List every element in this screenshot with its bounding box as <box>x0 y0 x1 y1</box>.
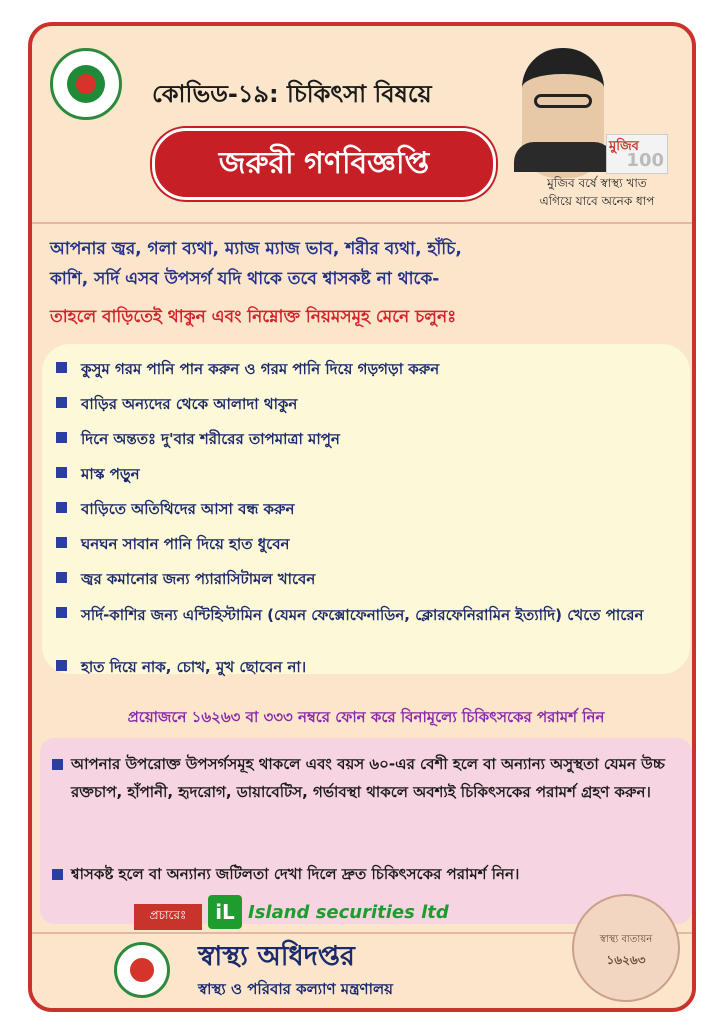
sponsor-name: Island securities ltd <box>248 901 449 923</box>
list-item: বাড়ির অন্যদের থেকে আলাদা থাকুন <box>56 393 297 418</box>
bullet-icon <box>56 397 67 408</box>
bullet-icon <box>56 502 67 513</box>
notice-kicker: কোভিড-১৯: চিকিৎসা বিষয়ে <box>152 80 432 108</box>
government-seal-logo <box>50 48 122 120</box>
bullet-icon <box>56 467 67 478</box>
bullet-icon <box>56 660 67 671</box>
dghs-seal-logo <box>114 942 170 998</box>
mujib-100-logo: মুজিব 100 <box>606 134 668 174</box>
sponsor-logo <box>208 892 449 932</box>
symptom-intro: আপনার জ্বর, গলা ব্যথা, ম্যাজ ম্যাজ ভাব, শরীর ব্যথা, হাঁচি, কাশি, সর্দি এসব উপসর্গ যদি থাকে তবে শ্বাসকষ্ট না থাকে- <box>50 239 462 289</box>
list-item: ঘনঘন সাবান পানি দিয়ে হাত ধুবেন <box>56 533 290 558</box>
bullet-icon <box>52 759 63 770</box>
hotline-callout: প্রয়োজনে ১৬২৬৩ বা ৩৩৩ নম্বরে ফোন করে বিনামূল্যে চিকিৎসকের পরামর্শ নিন <box>127 708 605 726</box>
bullet-icon <box>56 572 67 583</box>
bullet-icon <box>56 537 67 548</box>
list-item: কুসুম গরম পানি পান করুন ও গরম পানি দিয়ে গড়গড়া করুন <box>56 358 439 383</box>
rules-list <box>42 344 690 674</box>
bullet-icon <box>52 869 63 880</box>
list-item: শ্বাসকষ্ট হলে বা অন্যান্য জটিলতা দেখা দিলে দ্রুত চিকিৎসকের পরামর্শ নিন। <box>52 860 672 888</box>
bullet-icon <box>56 432 67 443</box>
list-item: বাড়িতে অতিথিদের আসা বন্ধ করুন <box>56 498 295 523</box>
divider <box>32 222 692 224</box>
list-item: আপনার উপরোক্ত উপসর্গসমূহ থাকলে এবং বয়স ৬০-এর বেশী হলে বা অন্যান্য অসুস্থতা যেমন উচ্চ রক্তচাপ, হাঁপানী, হৃদরোগ, ডায়াবেটিস, গর্ভাবস্থা থাকলে অবশ্যই চিকিৎসকের পরামর্শ গ্রহণ করুন। <box>52 750 672 806</box>
list-item: মাস্ক পড়ুন <box>56 463 140 488</box>
portrait-image <box>514 42 670 172</box>
tagline: মুজিব বর্ষে স্বাস্থ্য খাত এগিয়ে যাবে অনেক ধাপ <box>539 176 655 208</box>
hotline-seal-logo: স্বাস্থ্য বাতায়ন ১৬২৬৩ <box>572 894 680 1002</box>
sponsor-mark-icon: iL <box>208 895 242 929</box>
list-item: জ্বর কমানোর জন্য প্যারাসিটামল খাবেন <box>56 568 315 593</box>
list-item: সর্দি-কাশির জন্য এন্টিহিস্টামিন (যেমন ফেক্সোফেনাডিন, ক্লোরফেনিরামিন ইত্যাদি) খেতে পারেন <box>56 603 676 627</box>
notice-title-banner: জরুরী গণবিজ্ঞপ্তি <box>152 128 496 200</box>
bullet-icon <box>56 362 67 373</box>
ministry-name: স্বাস্থ্য ও পরিবার কল্যাণ মন্ত্রণালয় <box>198 980 393 998</box>
list-item: হাত দিয়ে নাক, চোখ, মুখ ছোবেন না। <box>56 656 306 681</box>
department-name: স্বাস্থ্য অধিদপ্তর <box>198 941 355 972</box>
notice-poster <box>28 22 696 1012</box>
stay-home-instruction: তাহলে বাড়িতেই থাকুন এবং নিম্নোক্ত নিয়মসমূহ মেনে চলুনঃ <box>50 307 457 327</box>
bullet-icon <box>56 607 67 618</box>
sponsor-label: প্রচারেঃ <box>134 904 202 930</box>
list-item: দিনে অন্ততঃ দু'বার শরীরের তাপমাত্রা মাপুন <box>56 428 340 453</box>
